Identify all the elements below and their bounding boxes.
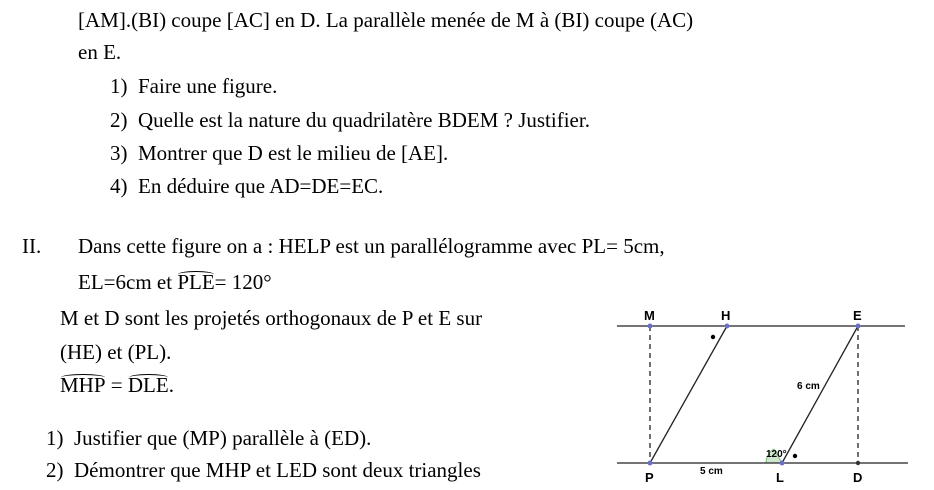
label-h: H xyxy=(721,308,731,323)
point-p xyxy=(648,461,653,466)
section-numeral: II. xyxy=(22,234,42,258)
label-d: D xyxy=(853,470,863,485)
question-number: 2) xyxy=(46,458,64,482)
question-text: Montrer que D est le milieu de [AE]. xyxy=(138,141,449,165)
angle-mhp: MHP xyxy=(60,373,106,397)
text: = xyxy=(105,373,128,397)
text: . xyxy=(168,373,174,397)
label-l: L xyxy=(776,470,784,485)
question-text: Justifier que (MP) parallèle à (ED). xyxy=(74,426,372,450)
label-e: E xyxy=(853,308,862,323)
point-e xyxy=(856,324,861,329)
part2-line1: Dans cette figure on a : HELP est un parallélogramme avec PL= 5cm, xyxy=(78,234,665,258)
angle-mark-h xyxy=(711,335,715,339)
question-text: Faire une figure. xyxy=(138,74,278,98)
label-length-pl: 5 cm xyxy=(700,466,723,477)
question-text: Quelle est la nature du quadrilatère BDEM ? Justifier. xyxy=(138,108,590,132)
point-m xyxy=(648,324,653,329)
text: EL=6cm et xyxy=(78,270,178,294)
angle-mark-l xyxy=(793,454,797,458)
part2-line3: M et D sont les projetés orthogonaux de P et E sur xyxy=(60,306,483,330)
part1-line2: en E. xyxy=(78,40,122,64)
part2-line4: (HE) et (PL). xyxy=(60,340,172,364)
point-d xyxy=(856,461,860,465)
angle-ple: PLE xyxy=(177,270,215,294)
question-number: 1) xyxy=(110,74,128,98)
question-number: 1) xyxy=(46,426,64,450)
question-number: 2) xyxy=(110,108,128,132)
label-angle: 120° xyxy=(766,449,787,460)
question-text: Démontrer que MHP et LED sont deux triangles xyxy=(74,458,481,482)
part1-line1: [AM].(BI) coupe [AC] en D. La parallèle menée de M à (BI) coupe (AC) xyxy=(78,8,694,32)
point-l xyxy=(780,461,785,466)
label-p: P xyxy=(645,470,654,485)
text: = 120° xyxy=(214,270,272,294)
question-number: 4) xyxy=(110,174,128,198)
segment-el xyxy=(782,326,858,463)
label-length-el: 6 cm xyxy=(797,381,820,392)
point-h xyxy=(725,324,730,329)
label-m: M xyxy=(644,308,655,323)
question-text: En déduire que AD=DE=EC. xyxy=(138,174,384,198)
angle-dle: DLE xyxy=(127,373,169,397)
question-number: 3) xyxy=(110,141,128,165)
segment-hp xyxy=(650,326,727,463)
